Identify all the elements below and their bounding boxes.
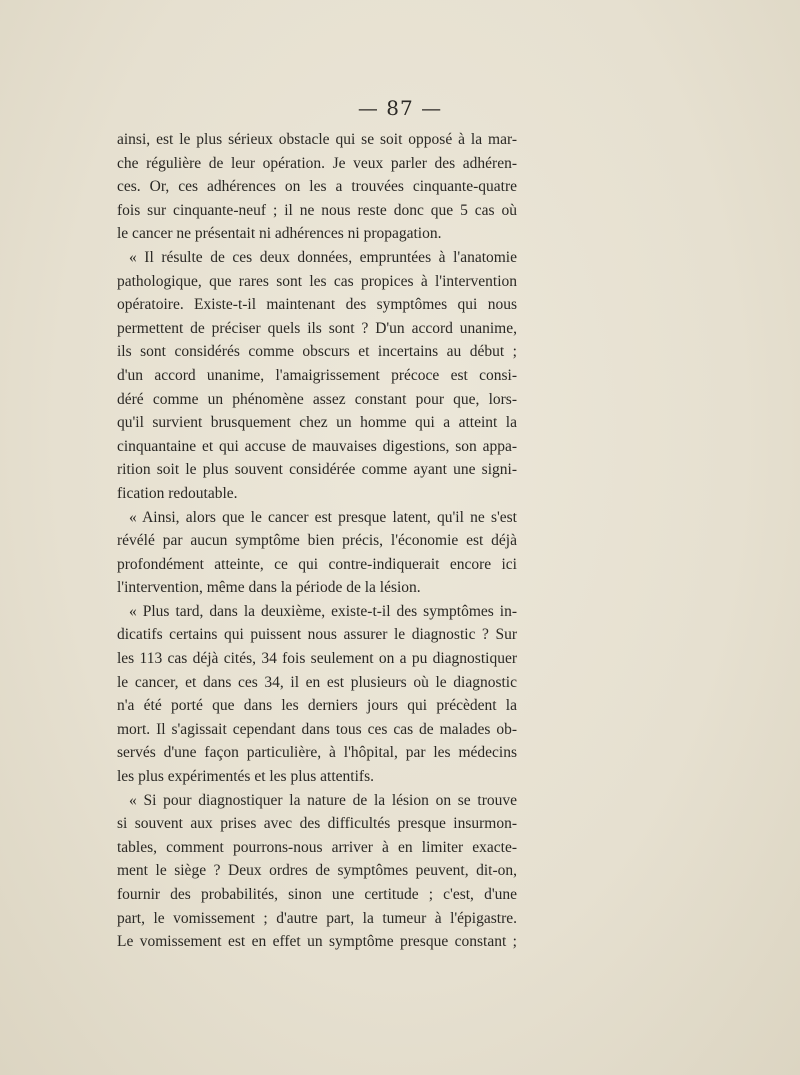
paragraph [117, 789, 517, 954]
text-line: tables, comment pourrons-nous arriver à en limiter exacte- [117, 838, 517, 856]
text-line: dicatifs certains qui puissent nous assurer le diagnostic ? Sur [117, 626, 517, 644]
text-line: cinquantaine et qui accuse de mauvaises digestions, son appa- [117, 437, 517, 455]
text-line: fournir des probabilités, sinon une certitude ; c'est, d'une [117, 886, 517, 903]
paragraph [117, 506, 517, 600]
text-line: qu'il survient brusquement chez un homme qui a atteint la [117, 414, 517, 432]
text-line: mort. Il s'agissait cependant dans tous ces cas de malades ob- [117, 720, 517, 738]
text-line: « Si pour diagnostiquer la nature de la lésion on se trouve [129, 791, 517, 809]
text-line: l'intervention, même dans la période de la lésion. [117, 579, 421, 597]
text-line: révélé par aucun symptôme bien précis, l'économie est déjà [117, 532, 517, 550]
paragraph [117, 128, 517, 246]
text-line: le cancer, et dans ces 34, il en est plusieurs où le diagnostic [117, 673, 517, 691]
text-line: ainsi, est le plus sérieux obstacle qui se soit opposé à la mar- [117, 131, 517, 148]
text-line: n'a été porté que dans les derniers jours qui précèdent la [117, 697, 517, 715]
text-line: Le vomissement est en effet un symptôme presque constant ; [117, 933, 517, 951]
text-line: déré comme un phénomène assez constant pour que, lors- [117, 390, 517, 408]
text-line: permettent de préciser quels ils sont ? D'un accord unanime, [117, 319, 517, 337]
text-line: servés d'une façon particulière, à l'hôpital, par les médecins [117, 744, 517, 762]
text-line: che régulière de leur opération. Je veux parler des adhéren- [117, 154, 517, 172]
text-line: ils sont considérés comme obscurs et incertains au début ; [117, 343, 517, 361]
text-line: les 113 cas déjà cités, 34 fois seulement on a pu diagnostiquer [117, 650, 517, 668]
text-line: « Ainsi, alors que le cancer est presque latent, qu'il ne s'est [129, 508, 517, 526]
text-line: si souvent aux prises avec des difficultés presque insurmon- [117, 815, 517, 833]
page-number: — 87 — [357, 96, 443, 120]
text-line: ces. Or, ces adhérences on les a trouvées cinquante-quatre [117, 178, 517, 196]
body-text [117, 128, 517, 954]
text-line: fication redoutable. [117, 484, 238, 502]
paragraph [117, 600, 517, 789]
text-line: rition soit le plus souvent considérée comme ayant une signi- [117, 461, 517, 479]
text-line: fois sur cinquante-neuf ; il ne nous reste donc que 5 cas où [117, 201, 517, 219]
text-line: part, le vomissement ; d'autre part, la tumeur à l'épigastre. [117, 909, 517, 927]
text-line: d'un accord unanime, l'amaigrissement précoce est consi- [117, 366, 517, 384]
paragraph [117, 246, 517, 506]
text-line: opératoire. Existe-t-il maintenant des symptômes qui nous [117, 296, 517, 314]
text-line: « Plus tard, dans la deuxième, existe-t-il des symptômes in- [129, 602, 517, 620]
text-line: ment le siège ? Deux ordres de symptômes peuvent, dit-on, [117, 862, 517, 880]
text-line: les plus expérimentés et les plus attentifs. [117, 768, 374, 786]
text-line: profondément atteinte, ce qui contre-indiquerait encore ici [117, 555, 517, 573]
text-line: le cancer ne présentait ni adhérences ni propagation. [117, 225, 442, 243]
text-line: pathologique, que rares sont les cas propices à l'intervention [117, 272, 517, 290]
text-line: « Il résulte de ces deux données, empruntées à l'anatomie [129, 248, 517, 266]
